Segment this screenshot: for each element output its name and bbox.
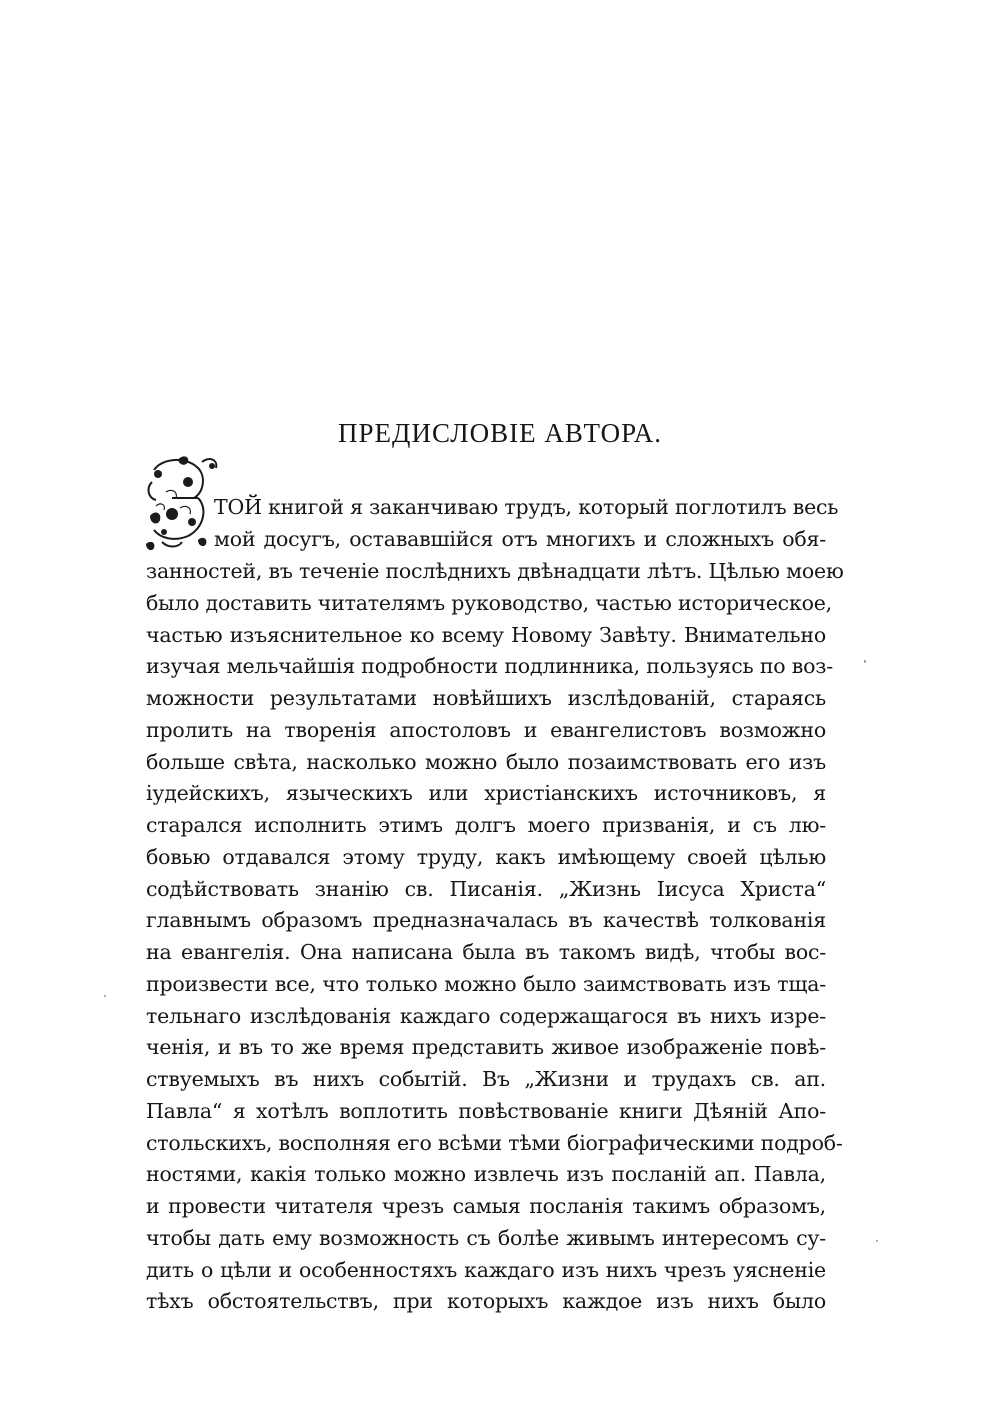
- text-line: Павла“ я хотѣлъ воплотить повѣствованіе книги Дѣяній Апо-: [146, 1099, 826, 1123]
- text-line: бовью отдавался этому труду, какъ имѣющему своей цѣлью: [146, 845, 826, 869]
- text-line: стольскихъ, восполняя его всѣми тѣми біографическими подроб-: [146, 1131, 843, 1155]
- scan-speck: [876, 1240, 878, 1242]
- text-line: занностей, въ теченіе послѣднихъ двѣнадцати лѣтъ. Цѣлью моею: [146, 559, 844, 583]
- text-line: ченія, и въ то же время представить живое изображеніе повѣ-: [146, 1035, 826, 1059]
- text-line: произвести все, что только можно было заимствовать изъ тща-: [146, 972, 826, 996]
- text-line: чтобы дать ему возможность съ болѣе живымъ интересомъ су-: [146, 1226, 826, 1250]
- text-line: тѣхъ обстоятельствъ, при которыхъ каждое изъ нихъ было: [146, 1289, 826, 1313]
- text-line: можности результатами новѣйшихъ изслѣдованій, стараясь: [146, 686, 826, 710]
- text-line: ствуемыхъ въ нихъ событій. Въ „Жизни и трудахъ св. ап.: [146, 1067, 826, 1091]
- text-line: мой досугъ, остававшійся отъ многихъ и сложныхъ обя-: [214, 527, 826, 551]
- text-line: на евангелія. Она написана была въ такомъ видѣ, чтобы вос-: [146, 940, 826, 964]
- text-line: пролить на творенія апостоловъ и евангелистовъ возможно: [146, 718, 826, 742]
- ornamental-initial-icon: [142, 452, 224, 552]
- text-line: содѣйствовать знанію св. Писанія. „Жизнь Іисуса Христа“: [146, 877, 826, 901]
- text-line: изучая мельчайшія подробности подлинника, пользуясь по воз-: [146, 654, 833, 678]
- text-line: ТОЙ книгой я заканчиваю трудъ, который поглотилъ весь: [214, 495, 839, 519]
- text-line: тельнаго изслѣдованія каждаго содержащагося въ нихъ изре-: [146, 1004, 826, 1028]
- text-line: больше свѣта, насколько можно было позаимствовать его изъ: [146, 750, 826, 774]
- text-line: было доставить читателямъ руководство, частью историческое,: [146, 591, 832, 615]
- text-line: главнымъ образомъ предназначалась въ качествѣ толкованія: [146, 908, 826, 932]
- scan-speck: [864, 660, 866, 663]
- text-line: старался исполнить этимъ долгъ моего призванія, и съ лю-: [146, 813, 826, 837]
- text-line: дить о цѣли и особенностяхъ каждаго изъ нихъ чрезъ уясненіе: [146, 1258, 826, 1282]
- scan-speck: [104, 995, 106, 997]
- text-line: и провести читателя чрезъ самыя посланія такимъ образомъ,: [146, 1194, 826, 1218]
- page-title: ПРЕДИСЛОВІЕ АВТОРА.: [338, 418, 662, 448]
- text-line: частью изъяснительное ко всему Новому Завѣту. Внимательно: [146, 623, 826, 647]
- text-line: іудейскихъ, языческихъ или христіанскихъ источниковъ, я: [146, 781, 826, 805]
- text-line: ностями, какія только можно извлечь изъ посланій ап. Павла,: [146, 1162, 826, 1186]
